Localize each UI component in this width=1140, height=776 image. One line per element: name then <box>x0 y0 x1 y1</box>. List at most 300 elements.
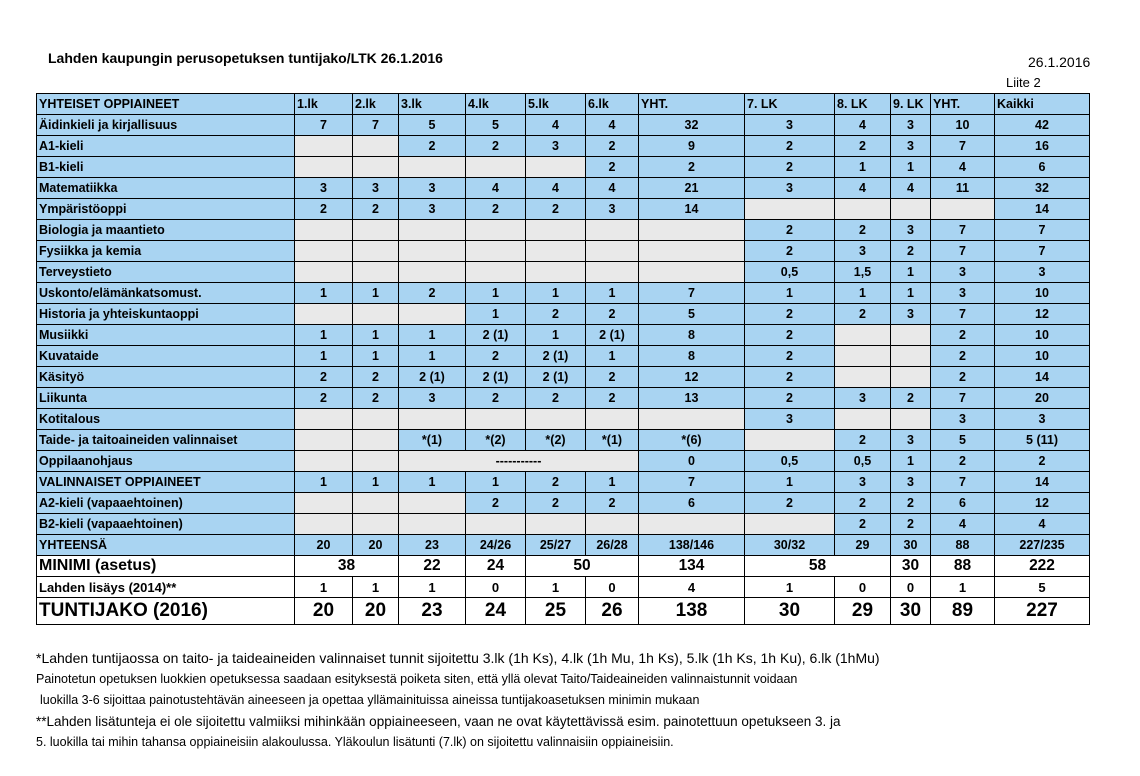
table-cell <box>891 346 931 367</box>
row-label: B1-kieli <box>37 157 295 178</box>
table-row <box>37 262 1090 283</box>
table-cell <box>295 451 353 472</box>
table-cell: 7 <box>931 220 995 241</box>
table-cell: 2 <box>931 325 995 346</box>
table-cell: 2 <box>745 220 835 241</box>
table-cell: 3 <box>931 409 995 430</box>
table-row <box>37 220 1090 241</box>
table-cell <box>353 262 399 283</box>
table-cell: 4 <box>466 178 526 199</box>
table-cell <box>745 430 835 451</box>
table-cell: 3 <box>995 262 1090 283</box>
table-cell: 2 <box>586 388 639 409</box>
table-cell: 21 <box>639 178 745 199</box>
table-cell <box>353 430 399 451</box>
table-cell <box>399 220 466 241</box>
table-cell: 1 <box>835 283 891 304</box>
table-cell: 3 <box>745 409 835 430</box>
header-cell: 1.lk <box>295 94 353 115</box>
table-cell <box>295 220 353 241</box>
table-row <box>37 304 1090 325</box>
table-cell: 3 <box>399 388 466 409</box>
row-label: Lahden lisäys (2014)** <box>37 577 295 598</box>
table-cell <box>639 262 745 283</box>
table-cell: 2 (1) <box>526 367 586 388</box>
table-cell: 1 <box>295 325 353 346</box>
row-label: Taide- ja taitoaineiden valinnaiset <box>37 430 295 451</box>
table-cell: 1 <box>466 472 526 493</box>
table-cell: 3 <box>995 409 1090 430</box>
table-cell: 30 <box>745 598 835 625</box>
header-cell: 2.lk <box>353 94 399 115</box>
table-cell <box>353 136 399 157</box>
table-cell: 3 <box>835 241 891 262</box>
row-label: MINIMI (asetus) <box>37 556 295 577</box>
table-cell: 4 <box>891 178 931 199</box>
table-cell: 11 <box>931 178 995 199</box>
table-cell: 50 <box>526 556 639 577</box>
table-cell <box>526 409 586 430</box>
table-cell: 0,5 <box>745 262 835 283</box>
header-cell: 5.lk <box>526 94 586 115</box>
table-cell: 1,5 <box>835 262 891 283</box>
table-cell: 1 <box>295 577 353 598</box>
table-cell: 3 <box>745 178 835 199</box>
header-cell: Kaikki <box>995 94 1090 115</box>
table-cell: 0,5 <box>835 451 891 472</box>
table-cell <box>526 220 586 241</box>
table-cell: 1 <box>931 577 995 598</box>
table-cell: 4 <box>586 115 639 136</box>
table-cell: 7 <box>995 220 1090 241</box>
table-cell: 12 <box>639 367 745 388</box>
table-cell: 1 <box>745 283 835 304</box>
table-cell <box>353 451 399 472</box>
table-cell: 14 <box>639 199 745 220</box>
table-cell <box>295 409 353 430</box>
table-cell: 5 <box>639 304 745 325</box>
table-cell: 1 <box>353 472 399 493</box>
table-cell: 2 <box>891 241 931 262</box>
table-cell: 20 <box>353 598 399 625</box>
table-cell: 7 <box>639 283 745 304</box>
table-cell <box>586 409 639 430</box>
row-label: Historia ja yhteiskuntaoppi <box>37 304 295 325</box>
footnote-4: **Lahden lisätunteja ei ole sijoitettu valmiiksi mihinkään oppiaineeseen, vaan ne ovat käytettävissä esim. painotettuun opetukseen 3. ja <box>36 714 841 729</box>
table-cell: 2 <box>891 388 931 409</box>
table-cell: 29 <box>835 535 891 556</box>
row-label: Käsityö <box>37 367 295 388</box>
total-row <box>37 535 1090 556</box>
table-cell: 2 <box>835 430 891 451</box>
header-cell: 4.lk <box>466 94 526 115</box>
table-cell <box>399 493 466 514</box>
document-title: Lahden kaupungin perusopetuksen tuntijako/LTK 26.1.2016 <box>48 50 443 66</box>
tuntijako-row <box>37 598 1090 625</box>
table-cell <box>745 199 835 220</box>
table-cell: 23 <box>399 535 466 556</box>
table-cell: 4 <box>526 115 586 136</box>
table-cell <box>586 220 639 241</box>
table-cell: 2 (1) <box>399 367 466 388</box>
table-cell: 3 <box>835 388 891 409</box>
row-label: Musiikki <box>37 325 295 346</box>
table-cell <box>466 409 526 430</box>
table-cell: 2 <box>526 493 586 514</box>
table-cell: 1 <box>526 325 586 346</box>
table-row <box>37 451 1090 472</box>
table-cell: 20 <box>995 388 1090 409</box>
table-cell: 2 <box>835 493 891 514</box>
table-cell: 24 <box>466 556 526 577</box>
table-cell: 2 (1) <box>466 367 526 388</box>
row-label: B2-kieli (vapaaehtoinen) <box>37 514 295 535</box>
table-cell <box>295 262 353 283</box>
table-cell <box>295 493 353 514</box>
table-cell: 0 <box>466 577 526 598</box>
table-cell <box>353 157 399 178</box>
table-cell: 2 <box>586 493 639 514</box>
table-row <box>37 157 1090 178</box>
table-cell: 2 <box>526 304 586 325</box>
document-date: 26.1.2016 <box>1028 54 1091 70</box>
table-cell: 3 <box>399 178 466 199</box>
table-cell: 1 <box>295 283 353 304</box>
table-cell: 24/26 <box>466 535 526 556</box>
table-cell: 30 <box>891 556 931 577</box>
table-cell <box>586 262 639 283</box>
table-cell <box>835 346 891 367</box>
table-cell: 3 <box>353 178 399 199</box>
row-label: A2-kieli (vapaaehtoinen) <box>37 493 295 514</box>
table-cell: 2 <box>745 136 835 157</box>
table-row <box>37 283 1090 304</box>
table-cell: 5 <box>995 577 1090 598</box>
table-row <box>37 367 1090 388</box>
table-cell: 7 <box>931 472 995 493</box>
table-cell: 2 <box>353 199 399 220</box>
table-cell <box>639 514 745 535</box>
table-cell: 3 <box>295 178 353 199</box>
table-cell <box>399 514 466 535</box>
table-cell: 14 <box>995 472 1090 493</box>
table-cell: 30/32 <box>745 535 835 556</box>
table-cell: 4 <box>931 157 995 178</box>
table-cell <box>399 409 466 430</box>
table-cell: 13 <box>639 388 745 409</box>
table-cell: 3 <box>891 472 931 493</box>
table-cell: 222 <box>995 556 1090 577</box>
table-row <box>37 325 1090 346</box>
table-cell: 38 <box>295 556 399 577</box>
table-row <box>37 136 1090 157</box>
table-cell: 134 <box>639 556 745 577</box>
row-label: Kuvataide <box>37 346 295 367</box>
table-row <box>37 514 1090 535</box>
table-cell <box>353 493 399 514</box>
table-cell: 0 <box>586 577 639 598</box>
table-cell: 1 <box>399 577 466 598</box>
table-cell: 1 <box>586 346 639 367</box>
table-cell: 138 <box>639 598 745 625</box>
table-cell: 2 <box>466 346 526 367</box>
table-cell: 1 <box>586 472 639 493</box>
table-cell: 7 <box>931 136 995 157</box>
table-cell: 1 <box>295 346 353 367</box>
table-cell <box>399 262 466 283</box>
table-cell: 7 <box>931 304 995 325</box>
table-cell <box>399 304 466 325</box>
table-cell <box>466 262 526 283</box>
table-cell: 3 <box>745 115 835 136</box>
header-row <box>37 94 1090 115</box>
table-cell: 5 <box>931 430 995 451</box>
table-cell: 7 <box>639 472 745 493</box>
row-label: Kotitalous <box>37 409 295 430</box>
row-label: Terveystieto <box>37 262 295 283</box>
table-cell: 2 <box>295 388 353 409</box>
table-row <box>37 430 1090 451</box>
table-cell: 2 <box>295 199 353 220</box>
footnote-5: 5. luokilla tai mihin tahansa oppiaineisiin alakoulussa. Yläkoulun lisätunti (7.lk) on sijoitettu valinnaisiin oppiaineisiin. <box>36 735 674 749</box>
table-cell: 2 <box>399 283 466 304</box>
table-cell: 2 <box>995 451 1090 472</box>
row-label: Biologia ja maantieto <box>37 220 295 241</box>
table-cell <box>931 199 995 220</box>
table-cell: 227 <box>995 598 1090 625</box>
table-cell: 1 <box>891 451 931 472</box>
table-cell <box>586 514 639 535</box>
table-cell: 10 <box>931 115 995 136</box>
table-cell <box>353 409 399 430</box>
table-cell: 4 <box>835 178 891 199</box>
table-cell: 2 <box>891 493 931 514</box>
table-cell: *(2) <box>466 430 526 451</box>
table-cell: 24 <box>466 598 526 625</box>
table-cell <box>466 220 526 241</box>
table-cell <box>639 241 745 262</box>
table-cell <box>745 514 835 535</box>
table-cell <box>353 514 399 535</box>
table-cell: 227/235 <box>995 535 1090 556</box>
table-cell: 2 <box>639 157 745 178</box>
additions-row <box>37 577 1090 598</box>
table-cell: 2 <box>891 514 931 535</box>
table-cell: 2 <box>931 451 995 472</box>
table-cell: 2 <box>835 220 891 241</box>
table-cell: 3 <box>931 262 995 283</box>
table-cell: 10 <box>995 283 1090 304</box>
table-cell: 89 <box>931 598 995 625</box>
table-cell: 0 <box>891 577 931 598</box>
table-cell: 3 <box>891 115 931 136</box>
table-cell <box>891 409 931 430</box>
table-cell: 4 <box>835 115 891 136</box>
table-cell: 1 <box>295 472 353 493</box>
table-cell: 3 <box>586 199 639 220</box>
table-cell: 20 <box>295 535 353 556</box>
table-cell: 2 <box>586 157 639 178</box>
table-cell: 1 <box>526 577 586 598</box>
table-cell: 7 <box>931 388 995 409</box>
table-cell: 2 <box>586 136 639 157</box>
table-cell <box>835 199 891 220</box>
table-cell <box>353 241 399 262</box>
table-cell: 2 (1) <box>586 325 639 346</box>
table-cell <box>399 157 466 178</box>
table-row <box>37 409 1090 430</box>
table-cell: 88 <box>931 535 995 556</box>
table-cell <box>295 514 353 535</box>
table-cell: 1 <box>466 283 526 304</box>
table-cell: 3 <box>931 283 995 304</box>
table-cell: 26/28 <box>586 535 639 556</box>
table-cell: 8 <box>639 346 745 367</box>
table-cell: 25 <box>526 598 586 625</box>
table-cell: 3 <box>891 220 931 241</box>
table-cell <box>466 514 526 535</box>
table-cell <box>295 136 353 157</box>
table-cell: 16 <box>995 136 1090 157</box>
table-cell <box>639 220 745 241</box>
table-cell: 4 <box>931 514 995 535</box>
table-cell: 1 <box>399 472 466 493</box>
table-cell: 2 <box>835 304 891 325</box>
table-row <box>37 388 1090 409</box>
footnote-1: *Lahden tuntijaossa on taito- ja taideaineiden valinnaiset tunnit sijoitettu 3.lk (1h Ks), 4.lk (1h Mu, 1h Ks), 5.lk (1h Ks, 1h Ku), 6.lk (1hMu) <box>36 650 880 666</box>
table-row <box>37 472 1090 493</box>
table-cell: 2 <box>466 199 526 220</box>
table-cell: 12 <box>995 493 1090 514</box>
footnote-3: luokilla 3-6 sijoittaa painotustehtävän aineeseen ja opettaa yllämainituissa aineissa tuntijakoasetuksen minimin mukaan <box>40 693 700 707</box>
footnotes <box>36 648 1136 753</box>
table-cell: 30 <box>891 535 931 556</box>
table-cell <box>891 199 931 220</box>
table-cell: 2 <box>353 388 399 409</box>
table-row <box>37 493 1090 514</box>
row-label: VALINNAISET OPPIAINEET <box>37 472 295 493</box>
table-cell: 2 <box>466 493 526 514</box>
table-cell: 3 <box>891 430 931 451</box>
table-cell: 7 <box>295 115 353 136</box>
table-cell <box>353 304 399 325</box>
table-cell: 2 <box>745 346 835 367</box>
table-cell: 7 <box>995 241 1090 262</box>
table-cell: 4 <box>586 178 639 199</box>
table-cell: 2 <box>295 367 353 388</box>
table-cell: 2 <box>466 136 526 157</box>
header-cell: 9. LK <box>891 94 931 115</box>
minimum-row <box>37 556 1090 577</box>
table-cell: 1 <box>745 472 835 493</box>
table-cell: 2 <box>526 388 586 409</box>
table-row <box>37 199 1090 220</box>
table-cell: 9 <box>639 136 745 157</box>
table-cell: 20 <box>295 598 353 625</box>
table-cell: 6 <box>639 493 745 514</box>
table-cell: 2 <box>745 157 835 178</box>
table-cell <box>466 157 526 178</box>
table-cell <box>526 241 586 262</box>
table-cell: 0 <box>835 577 891 598</box>
table-cell: 1 <box>891 157 931 178</box>
table-cell: 23 <box>399 598 466 625</box>
table-cell: 1 <box>891 262 931 283</box>
table-cell: 25/27 <box>526 535 586 556</box>
table-row <box>37 346 1090 367</box>
table-cell <box>526 514 586 535</box>
table-cell: 10 <box>995 346 1090 367</box>
table-cell <box>835 367 891 388</box>
table-cell: *(2) <box>526 430 586 451</box>
header-cell: 8. LK <box>835 94 891 115</box>
table-cell: 1 <box>353 325 399 346</box>
table-cell: 2 <box>745 367 835 388</box>
table-cell: 4 <box>995 514 1090 535</box>
table-cell: 2 <box>466 388 526 409</box>
row-label: Liikunta <box>37 388 295 409</box>
timetable-grid <box>36 93 1090 625</box>
table-cell <box>295 304 353 325</box>
table-cell <box>295 241 353 262</box>
attachment-label: Liite 2 <box>1006 75 1041 90</box>
table-cell: 1 <box>353 346 399 367</box>
row-label: Oppilaanohjaus <box>37 451 295 472</box>
table-cell: 8 <box>639 325 745 346</box>
header-cell: 6.lk <box>586 94 639 115</box>
table-cell <box>891 325 931 346</box>
table-cell <box>586 241 639 262</box>
header-cell: YHT. <box>931 94 995 115</box>
table-cell: 2 <box>745 304 835 325</box>
table-cell: 30 <box>891 598 931 625</box>
table-cell: 1 <box>466 304 526 325</box>
table-cell <box>399 241 466 262</box>
table-cell: 5 (11) <box>995 430 1090 451</box>
table-cell: 12 <box>995 304 1090 325</box>
table-cell: 29 <box>835 598 891 625</box>
table-row <box>37 115 1090 136</box>
table-cell: 4 <box>526 178 586 199</box>
table-cell: 2 <box>931 346 995 367</box>
table-cell <box>639 409 745 430</box>
table-cell: 7 <box>353 115 399 136</box>
table-cell: *(6) <box>639 430 745 451</box>
table-cell: 26 <box>586 598 639 625</box>
table-cell: 2 <box>745 493 835 514</box>
table-cell: 22 <box>399 556 466 577</box>
table-cell: 2 (1) <box>466 325 526 346</box>
table-cell <box>891 367 931 388</box>
table-cell: 2 <box>586 367 639 388</box>
table-cell: 1 <box>353 283 399 304</box>
table-cell: 2 <box>745 388 835 409</box>
table-cell: 0,5 <box>745 451 835 472</box>
table-cell: 2 <box>586 304 639 325</box>
table-cell: 32 <box>639 115 745 136</box>
table-cell: 6 <box>931 493 995 514</box>
table-row <box>37 178 1090 199</box>
table-cell: 1 <box>586 283 639 304</box>
row-label: Matematiikka <box>37 178 295 199</box>
table-cell <box>835 409 891 430</box>
header-cell: YHT. <box>639 94 745 115</box>
table-cell: 32 <box>995 178 1090 199</box>
table-cell: 7 <box>931 241 995 262</box>
row-label: Äidinkieli ja kirjallisuus <box>37 115 295 136</box>
table-cell: 2 <box>931 367 995 388</box>
table-cell: 3 <box>891 304 931 325</box>
